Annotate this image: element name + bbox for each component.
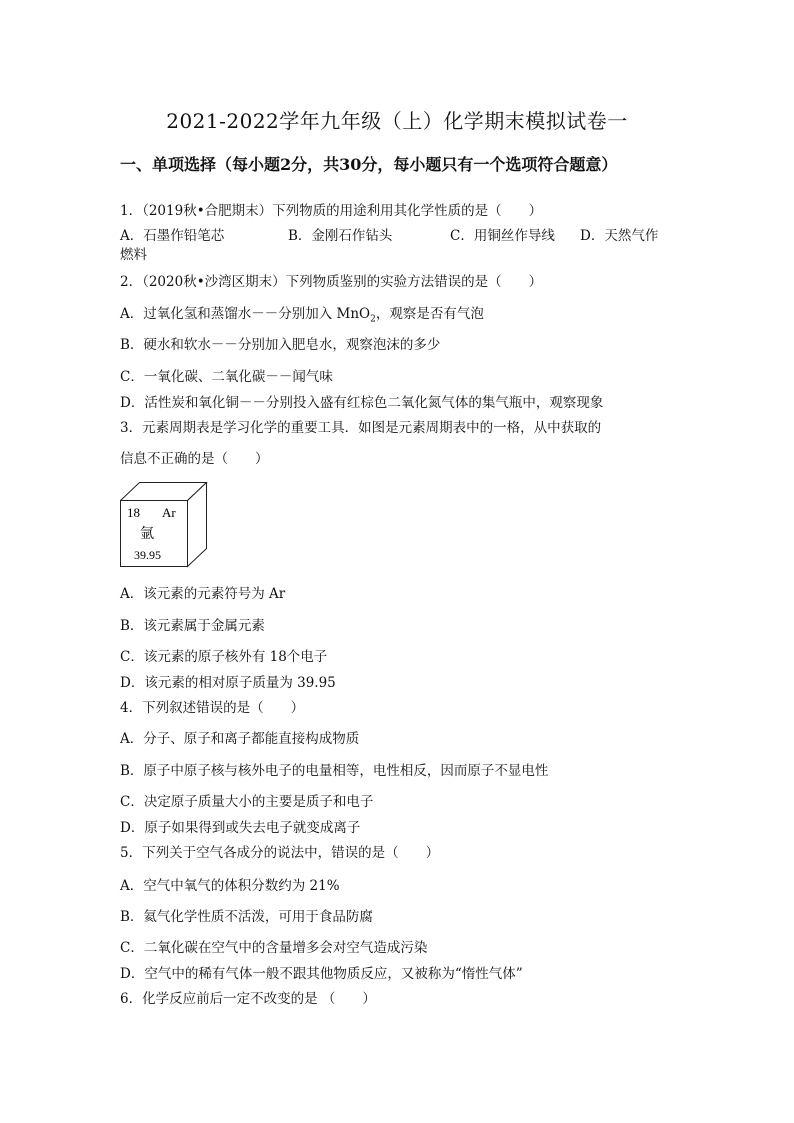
q3-option-a: A．该元素的元素符号为 Ar	[120, 586, 286, 602]
q2-option-c: C．一氧化碳、二氧化碳－－闻气味	[120, 369, 333, 385]
q5-option-d: D．空气中的稀有气体一般不跟其他物质反应，又被称为“惰性气体”	[120, 966, 523, 982]
q2-stem: 2．（2020秋•沙湾区期末）下列物质鉴别的实验方法错误的是（ ）	[120, 274, 543, 290]
q1-option-a: A．石墨作铅笔芯	[120, 228, 225, 244]
q5-stem: 5．下列关于空气各成分的说法中，错误的是（ ）	[120, 845, 440, 861]
q2-option-d: D．活性炭和氧化铜－－分别投入盛有红棕色二氧化氮气体的集气瓶中，观察现象	[120, 395, 604, 411]
q4-option-a: A．分子、原子和离子都能直接构成物质	[120, 731, 360, 747]
q5-option-a: A．空气中氧气的体积分数约为 21%	[120, 878, 340, 894]
q1-option-d-continued: 燃料	[120, 247, 147, 263]
q1-option-d: D．天然气作	[580, 228, 659, 244]
q1-option-c: C．用铜丝作导线	[450, 228, 555, 244]
q3-stem-line1: 3．元素周期表是学习化学的重要工具．如图是元素周期表中的一格，从中获取的	[120, 420, 602, 436]
q1-option-b: B．金刚石作钻头	[288, 228, 393, 244]
q3-option-c: C．该元素的原子核外有 18个电子	[120, 649, 328, 665]
q5-option-c: C．二氧化碳在空气中的含量增多会对空气造成污染	[120, 940, 428, 956]
element-cell-diagram	[120, 482, 210, 568]
q4-stem: 4．下列叙述错误的是（ ）	[120, 700, 305, 716]
section-heading: 一、单项选择（每小题2分，共30分，每小题只有一个选项符合题意）	[120, 155, 618, 174]
q3-stem-line2: 信息不正确的是（ ）	[120, 451, 269, 467]
q4-option-d: D．原子如果得到或失去电子就变成离子	[120, 820, 361, 836]
q5-option-b: B．氦气化学性质不活泼，可用于食品防腐	[120, 909, 373, 925]
q2-option-a: A．过氧化氢和蒸馏水－－分别加入 MnO$_2$，观察是否有气泡	[120, 306, 484, 325]
q3-option-b: B．该元素属于金属元素	[120, 618, 265, 634]
element-atomic-mass: 39.95	[134, 548, 161, 562]
q2-option-b: B．硬水和软水－－分别加入肥皂水，观察泡沫的多少	[120, 337, 441, 353]
element-name: 氩	[140, 527, 154, 542]
q4-option-c: C．决定原子质量大小的主要是质子和电子	[120, 794, 374, 810]
q3-option-d: D．该元素的相对原子质量为 39.95	[120, 675, 336, 691]
q1-stem: 1．（2019秋•合肥期末）下列物质的用途利用其化学性质的是（ ）	[120, 203, 543, 219]
element-symbol: Ar	[162, 505, 176, 520]
exam-title: 2021-2022学年九年级（上）化学期末模拟试卷一	[166, 109, 628, 133]
element-atomic-number: 18	[127, 505, 140, 520]
q6-stem: 6．化学反应前后一定不改变的是 （ ）	[120, 991, 376, 1007]
q4-option-b: B．原子中原子核与核外电子的电量相等，电性相反，因而原子不显电性	[120, 763, 549, 779]
